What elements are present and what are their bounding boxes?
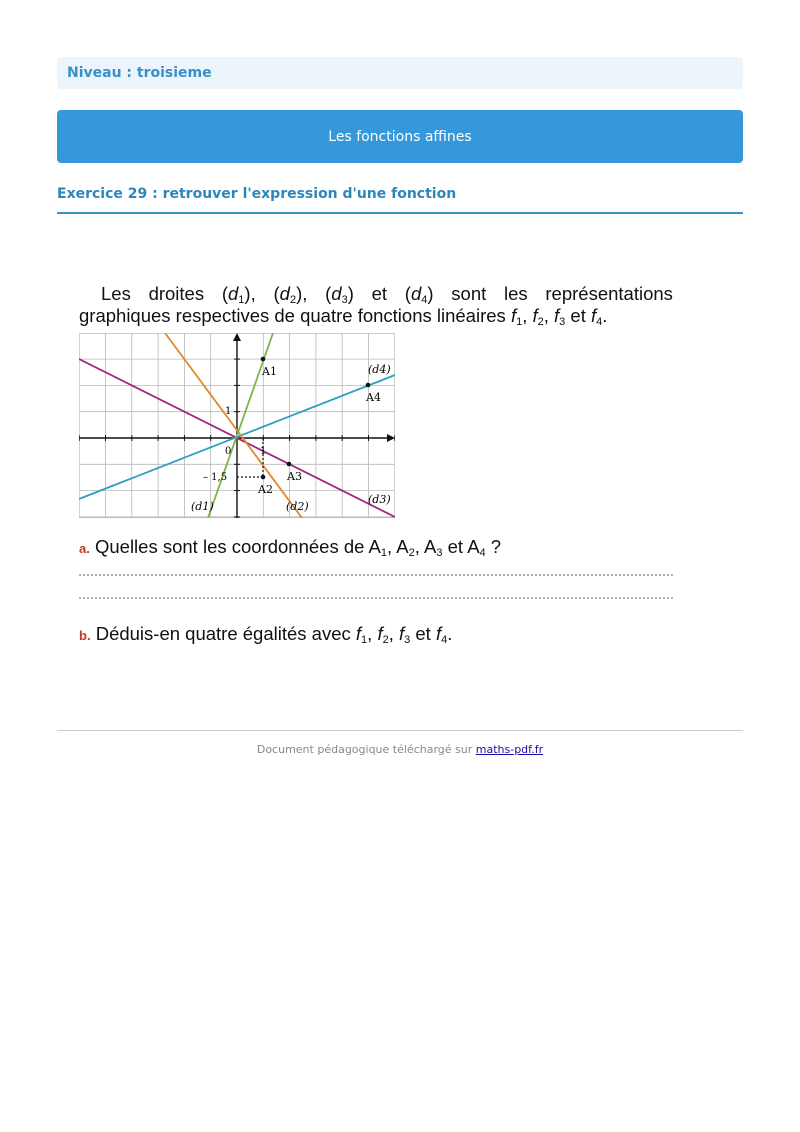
question-a-letter: a.: [79, 541, 90, 556]
point-a1: [261, 357, 266, 362]
lines-graph: [79, 333, 395, 518]
point-a4: [366, 383, 371, 388]
chapter-title: Les fonctions affines: [328, 128, 472, 145]
word: les: [503, 283, 528, 304]
question-a: a. Quelles sont les coordonnées de $A_1$, $A_2$, $A_3$ et $A_4$ ?: [79, 536, 502, 559]
footer-divider: [57, 730, 743, 731]
point-a2: [261, 475, 266, 480]
word: $(d_3)$: [325, 283, 354, 306]
word: $(d_2)$,: [273, 283, 308, 306]
exercise-title: Exercice 29 : retrouver l'expression d'une fonction: [57, 186, 457, 202]
point-a3: [287, 462, 292, 467]
label-one-x: 1: [260, 446, 267, 457]
answer-line-2[interactable]: [79, 597, 673, 599]
statement-line-2: graphiques respectives de quatre fonctions linéaires $f_1$, $f_2$, $f_3$ et $f_4$.: [79, 305, 608, 328]
word: Les: [101, 283, 131, 304]
label-d1: (d1): [191, 500, 214, 513]
word: $(d_4)$: [404, 283, 434, 306]
chapter-banner: [57, 110, 743, 163]
question-b-letter: b.: [79, 628, 91, 643]
footer-prefix: Document pédagogique téléchargé sur: [256, 743, 476, 756]
statement-line-1: [79, 283, 673, 305]
label-d3: (d3): [368, 493, 391, 506]
label-a3: A3: [287, 470, 302, 483]
level-box: [57, 57, 743, 89]
question-b: b. Déduis-en quatre égalités avec $f_1$, $f_2$, $f_3$ et $f_4$.: [79, 623, 453, 646]
label-origin: 0: [225, 446, 232, 457]
answer-line-1[interactable]: [79, 574, 673, 576]
label-d4: (d4): [368, 363, 391, 376]
label-a2: A2: [258, 483, 273, 496]
label-a4: A4: [366, 391, 381, 404]
label-minus-1-5: – 1,5: [203, 472, 228, 483]
word: et: [371, 283, 388, 304]
footer: [0, 743, 800, 756]
label-d2: (d2): [286, 500, 309, 513]
label-a1: A1: [262, 365, 277, 378]
word: sont: [451, 283, 487, 304]
word: $(d_1)$,: [221, 283, 256, 306]
word: droites: [148, 283, 205, 304]
footer-link[interactable]: maths-pdf.fr: [475, 743, 544, 756]
exercise-statement: [79, 283, 673, 327]
label-one-y: 1: [225, 406, 232, 417]
word: représentations: [545, 283, 673, 304]
level-label: Niveau : troisieme: [67, 65, 212, 81]
exercise-divider: [57, 212, 743, 214]
